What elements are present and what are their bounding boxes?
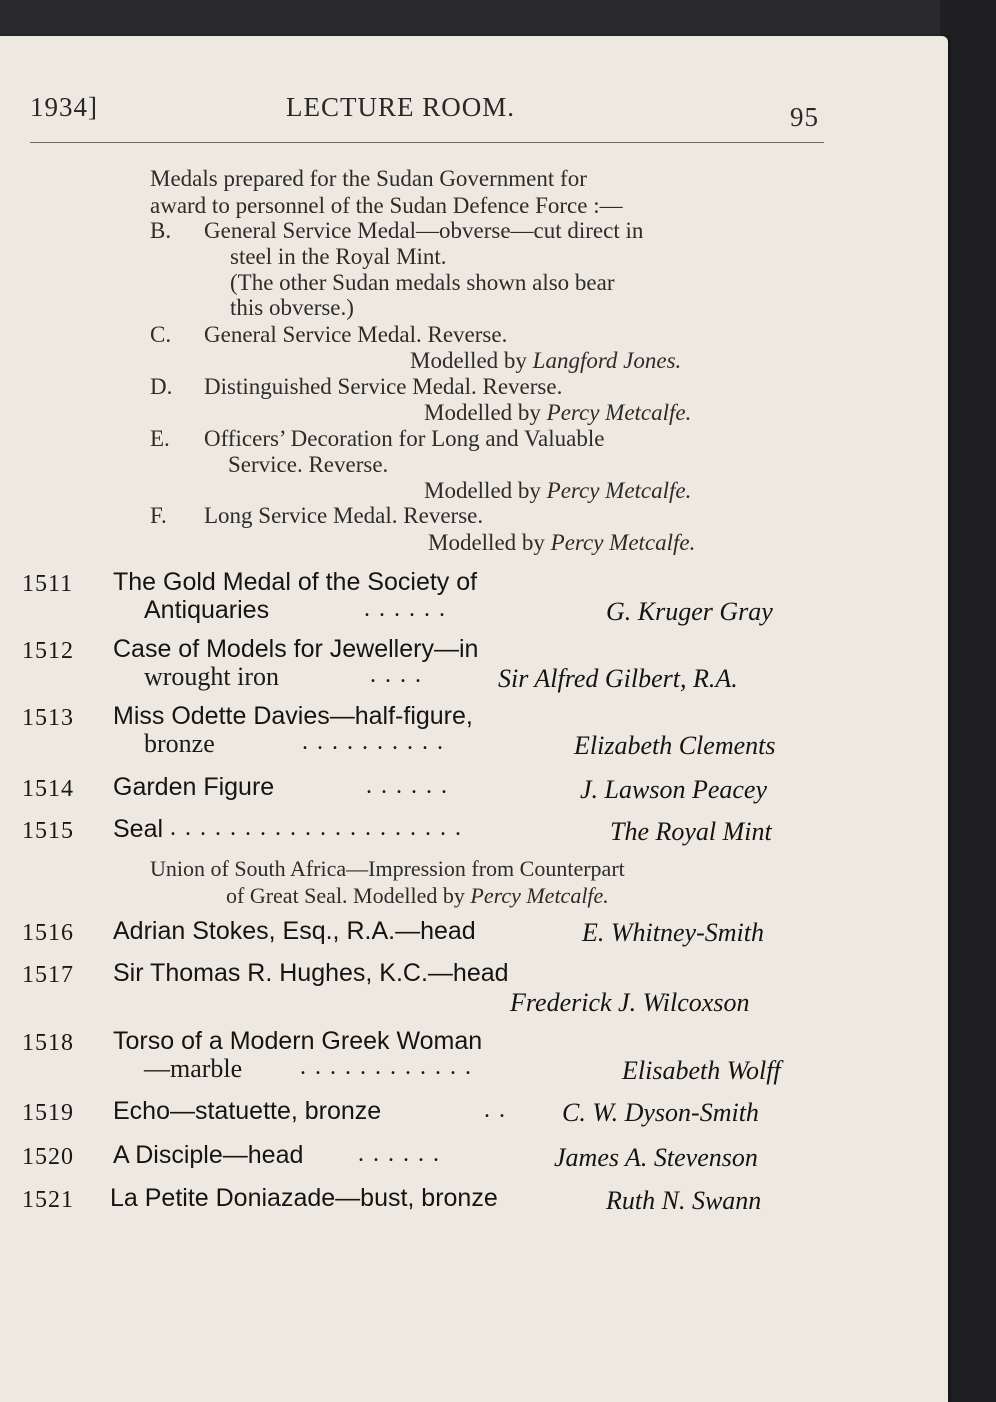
seal-note-line-1: Union of South Africa—Impression from Counterpart (150, 856, 625, 881)
item-b-note-1: (The other Sudan medals shown also bear (230, 270, 615, 295)
seal-note-line-2 (226, 883, 609, 909)
credit-name: Percy Metcalfe. (546, 400, 692, 425)
entry-artist: E. Whitney-Smith (582, 918, 764, 947)
item-b-note-2: this obverse.) (230, 295, 354, 320)
entry-number: 1513 (22, 705, 74, 731)
entry-title: Seal (113, 815, 164, 843)
item-f-letter: F. (150, 503, 167, 528)
credit-name: Percy Metcalfe. (470, 883, 609, 908)
item-e-line-2: Service. Reverse. (228, 452, 389, 477)
credit-prefix: Modelled by (428, 530, 545, 555)
leader-dots: .. (484, 1097, 514, 1123)
item-e-credit (424, 478, 691, 504)
leader-dots: .... (370, 662, 430, 688)
entry-title: Torso of a Modern Greek Woman (113, 1027, 483, 1055)
entry-artist: Elizabeth Clements (574, 731, 776, 760)
entry-number: 1517 (22, 962, 74, 988)
entry-title-cont: bronze (144, 729, 215, 758)
leader-dots: .......... (302, 729, 452, 755)
header-year: 1934] (30, 92, 98, 122)
entry-artist: C. W. Dyson-Smith (562, 1098, 759, 1127)
item-c-text: General Service Medal. Reverse. (204, 322, 508, 347)
item-d-letter: D. (150, 374, 173, 399)
item-b-line-2: steel in the Royal Mint. (230, 244, 447, 269)
background-right (940, 0, 996, 1402)
entry-title: Echo—statuette, bronze (113, 1097, 382, 1125)
intro-line-2: award to personnel of the Sudan Defence Force :— (150, 193, 623, 218)
entry-title: Miss Odette Davies—half-figure, (113, 702, 473, 730)
item-f-text: Long Service Medal. Reverse. (204, 503, 484, 528)
item-f-credit (428, 530, 695, 556)
entry-artist: James A. Stevenson (554, 1143, 758, 1172)
entry-title: Garden Figure (113, 773, 275, 801)
entry-title: Case of Models for Jewellery—in (113, 635, 479, 663)
entry-title: Adrian Stokes, Esq., R.A.—head (113, 917, 476, 945)
entry-artist: J. Lawson Peacey (580, 775, 768, 804)
entry-title: La Petite Doniazade—bust, bronze (110, 1184, 498, 1212)
entry-number: 1518 (22, 1030, 74, 1056)
entry-title-cont: —marble (144, 1054, 243, 1083)
entry-artist: G. Kruger Gray (606, 597, 773, 626)
item-d-credit (424, 400, 691, 426)
page-number: 95 (790, 102, 819, 132)
item-b-letter: B. (150, 218, 172, 243)
entry-number: 1514 (22, 776, 74, 802)
credit-prefix: Modelled by (410, 348, 527, 373)
item-e-letter: E. (150, 426, 170, 451)
entry-title-cont: Antiquaries (144, 596, 270, 624)
item-b-line-1: General Service Medal—obverse—cut direct in (204, 218, 644, 243)
page-title: LECTURE ROOM. (286, 92, 515, 122)
credit-prefix: Modelled by (424, 400, 541, 425)
leader-dots: ............ (300, 1054, 480, 1080)
credit-prefix: of Great Seal. Modelled by (226, 883, 465, 908)
entry-artist: Frederick J. Wilcoxson (510, 988, 750, 1017)
entry-title: Sir Thomas R. Hughes, K.C.—head (113, 959, 509, 987)
entry-number: 1520 (22, 1144, 74, 1170)
leader-dots: .................... (170, 815, 470, 841)
leader-dots: ...... (364, 596, 454, 622)
credit-name: Langford Jones. (532, 348, 682, 373)
credit-name: Percy Metcalfe. (550, 530, 696, 555)
entry-number: 1511 (22, 571, 74, 597)
item-d-text: Distinguished Service Medal. Reverse. (204, 374, 563, 399)
entry-artist: Ruth N. Swann (606, 1186, 762, 1215)
item-c-credit (410, 348, 681, 374)
entry-title-cont: wrought iron (144, 662, 280, 691)
credit-name: Percy Metcalfe. (546, 478, 692, 503)
entry-title: A Disciple—head (113, 1141, 304, 1169)
entry-number: 1521 (22, 1187, 74, 1213)
entry-number: 1515 (22, 818, 74, 844)
leader-dots: ...... (366, 773, 456, 799)
entry-number: 1516 (22, 920, 74, 946)
intro-line-1: Medals prepared for the Sudan Government for (150, 166, 587, 191)
entry-number: 1512 (22, 638, 74, 664)
leader-dots: ...... (358, 1141, 448, 1167)
item-c-letter: C. (150, 322, 172, 347)
entry-artist: Elisabeth Wolff (622, 1056, 781, 1085)
item-e-line-1: Officers’ Decoration for Long and Valuable (204, 426, 605, 451)
entry-artist: The Royal Mint (610, 817, 772, 846)
credit-prefix: Modelled by (424, 478, 541, 503)
entry-artist: Sir Alfred Gilbert, R.A. (498, 664, 738, 693)
entry-number: 1519 (22, 1100, 74, 1126)
entry-title: The Gold Medal of the Society of (113, 568, 478, 596)
header-rule (30, 142, 824, 143)
